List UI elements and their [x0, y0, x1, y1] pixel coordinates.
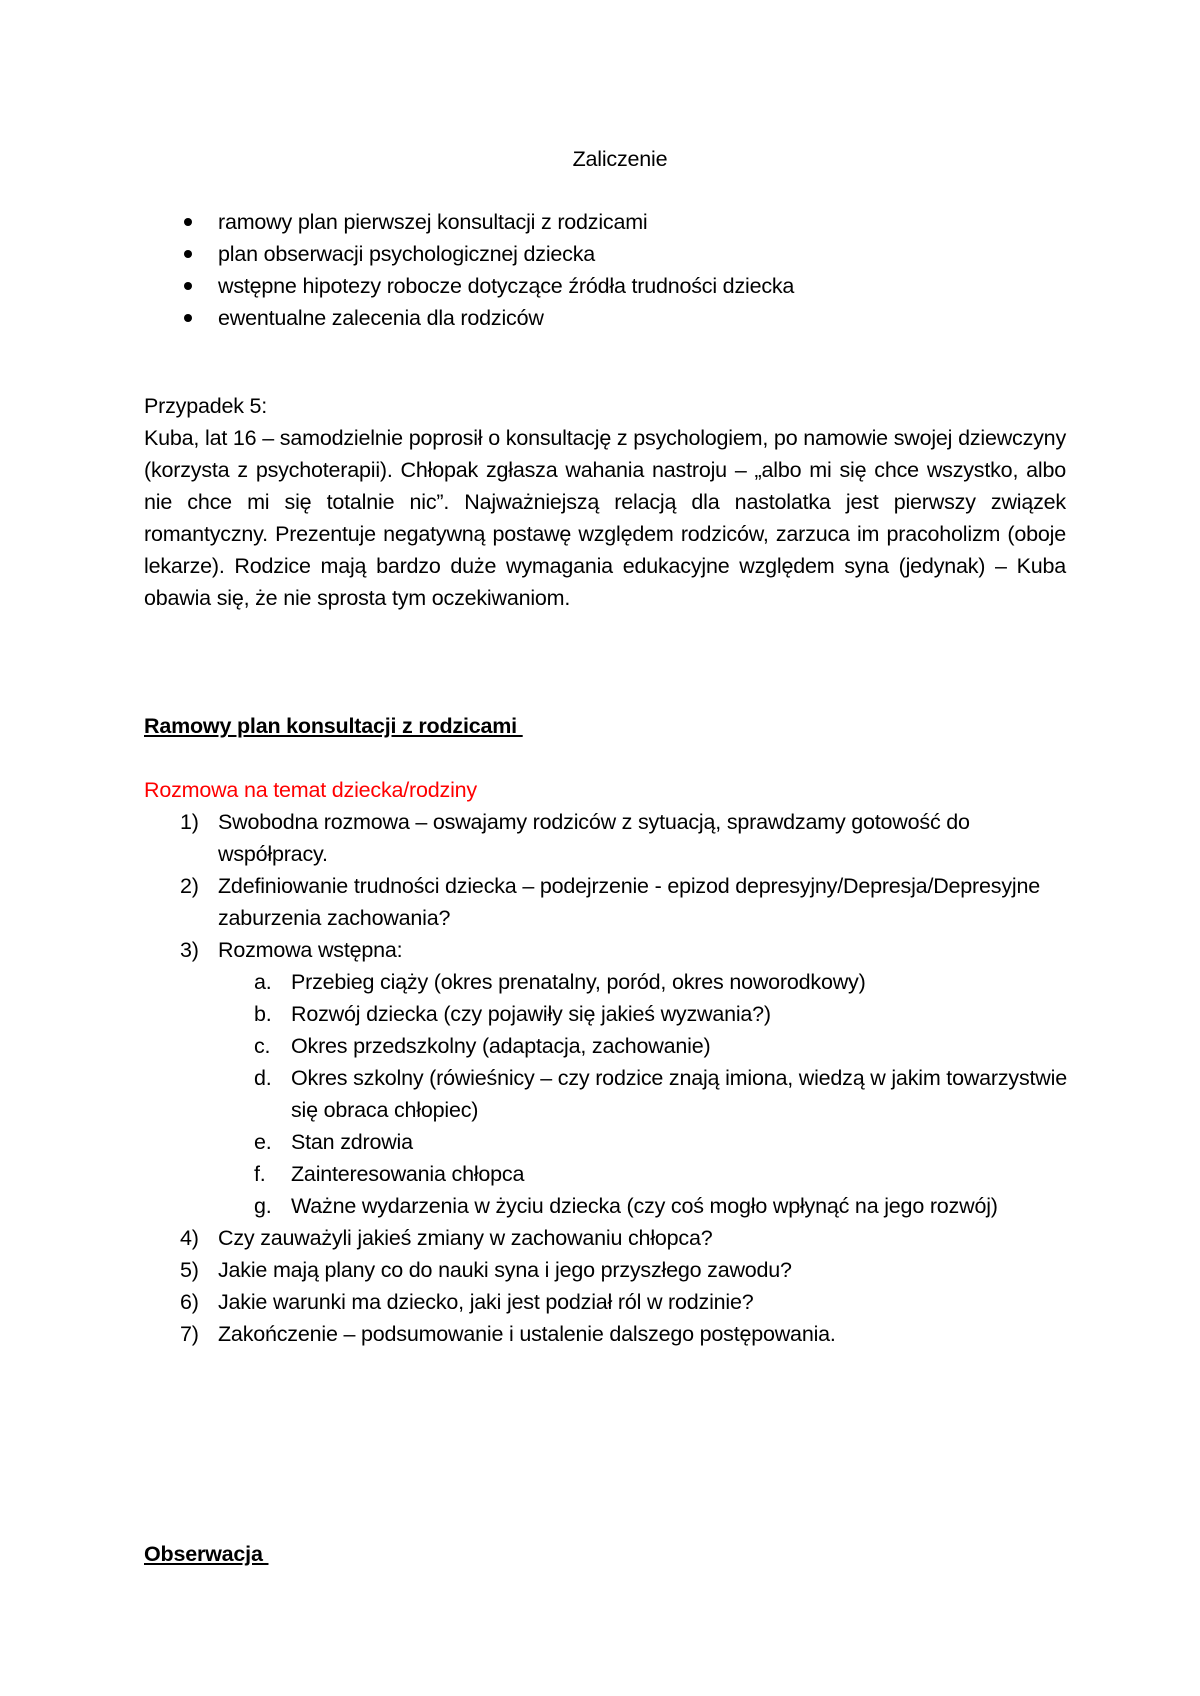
item-letter: b.	[254, 1002, 272, 1026]
list-item-text: wstępne hipotezy robocze dotyczące źródła trudności dziecka	[218, 274, 795, 298]
item-letter: c.	[254, 1034, 271, 1058]
item-number: 6)	[180, 1290, 199, 1314]
item-text: Zakończenie – podsumowanie i ustalenie dalszego postępowania.	[218, 1322, 836, 1346]
item-text: Stan zdrowia	[291, 1130, 413, 1154]
plan-item	[144, 1286, 1074, 1318]
sub-item	[218, 998, 1074, 1030]
item-number: 3)	[180, 938, 199, 962]
item-number: 7)	[180, 1322, 199, 1346]
plan-item	[144, 934, 1074, 1222]
item-text: Rozwój dziecka (czy pojawiły się jakieś wyzwania?)	[291, 1002, 771, 1026]
item-text: Jakie mają plany co do nauki syna i jego przyszłego zawodu?	[218, 1258, 792, 1282]
list-item	[144, 238, 1064, 270]
sub-item	[218, 1062, 1074, 1126]
case-label: Przypadek 5:	[144, 394, 268, 418]
item-text: Jakie warunki ma dziecko, jaki jest podział ról w rodzinie?	[218, 1290, 754, 1314]
item-number: 4)	[180, 1226, 199, 1250]
sub-item	[218, 966, 1074, 998]
bullet-icon	[184, 250, 192, 258]
list-item-text: plan obserwacji psychologicznej dziecka	[218, 242, 596, 266]
item-text: Ważne wydarzenia w życiu dziecka (czy coś mogło wpłynąć na jego rozwój)	[291, 1194, 998, 1218]
plan-item	[144, 1318, 1074, 1350]
requirements-list	[144, 206, 1064, 334]
item-text: Zainteresowania chłopca	[291, 1162, 525, 1186]
list-item-text: ewentualne zalecenia dla rodziców	[218, 306, 544, 330]
item-text: Okres szkolny (rówieśnicy – czy rodzice znają imiona, wiedzą w jakim towarzystwie się obraca chłopiec)	[291, 1066, 1067, 1122]
plan-heading: Ramowy plan konsultacji z rodzicami	[144, 714, 523, 738]
sub-item	[218, 1190, 1074, 1222]
list-item	[144, 302, 1064, 334]
bullet-icon	[184, 314, 192, 322]
bullet-icon	[184, 218, 192, 226]
sub-item	[218, 1158, 1074, 1190]
item-number: 1)	[180, 810, 199, 834]
plan-item	[144, 806, 1074, 870]
case-text: Kuba, lat 16 – samodzielnie poprosił o konsultację z psychologiem, po namowie swojej dziewczyny (korzysta z psychoterapii). Chłopak zgłasza wahania nastroju – „albo mi się chce wszystko, albo nie chce mi się totalnie nic”. Najważniejszą relacją dla nastolatka jest pierwszy związek romantyczny. Prezentuje negatywną postawę względem rodziców, zarzuca im pracoholizm (oboje lekarze). Rodzice mają bardzo duże wymagania edukacyjne względem syna (jedynak) – Kuba obawia się, że nie sprosta tym oczekiwaniom.	[144, 426, 1066, 610]
item-letter: f.	[254, 1162, 266, 1186]
item-number: 2)	[180, 874, 199, 898]
item-letter: g.	[254, 1194, 272, 1218]
item-text: Swobodna rozmowa – oswajamy rodziców z sytuacją, sprawdzamy gotowość do współpracy.	[218, 810, 970, 866]
item-text: Czy zauważyli jakieś zmiany w zachowaniu chłopca?	[218, 1226, 713, 1250]
document-title: Zaliczenie	[572, 147, 668, 171]
case-description	[144, 390, 1066, 614]
list-item-text: ramowy plan pierwszej konsultacji z rodzicami	[218, 210, 648, 234]
sub-item	[218, 1030, 1074, 1062]
item-text: Rozmowa wstępna:	[218, 938, 403, 962]
item-number: 5)	[180, 1258, 199, 1282]
list-item	[144, 270, 1064, 302]
plan-subheading: Rozmowa na temat dziecka/rodziny	[144, 778, 477, 802]
list-item	[144, 206, 1064, 238]
consultation-plan-list	[144, 806, 1074, 1350]
sub-item	[218, 1126, 1074, 1158]
plan-item	[144, 1254, 1074, 1286]
item-letter: e.	[254, 1130, 272, 1154]
interview-sublist	[218, 966, 1074, 1222]
plan-item	[144, 870, 1074, 934]
item-letter: d.	[254, 1066, 272, 1090]
bullet-icon	[184, 282, 192, 290]
plan-item	[144, 1222, 1074, 1254]
observation-heading: Obserwacja	[144, 1542, 269, 1566]
item-letter: a.	[254, 970, 272, 994]
item-text: Przebieg ciąży (okres prenatalny, poród, okres noworodkowy)	[291, 970, 866, 994]
item-text: Okres przedszkolny (adaptacja, zachowanie)	[291, 1034, 711, 1058]
item-text: Zdefiniowanie trudności dziecka – podejrzenie - epizod depresyjny/Depresja/Depresyjne zaburzenia zachowania?	[218, 874, 1040, 930]
